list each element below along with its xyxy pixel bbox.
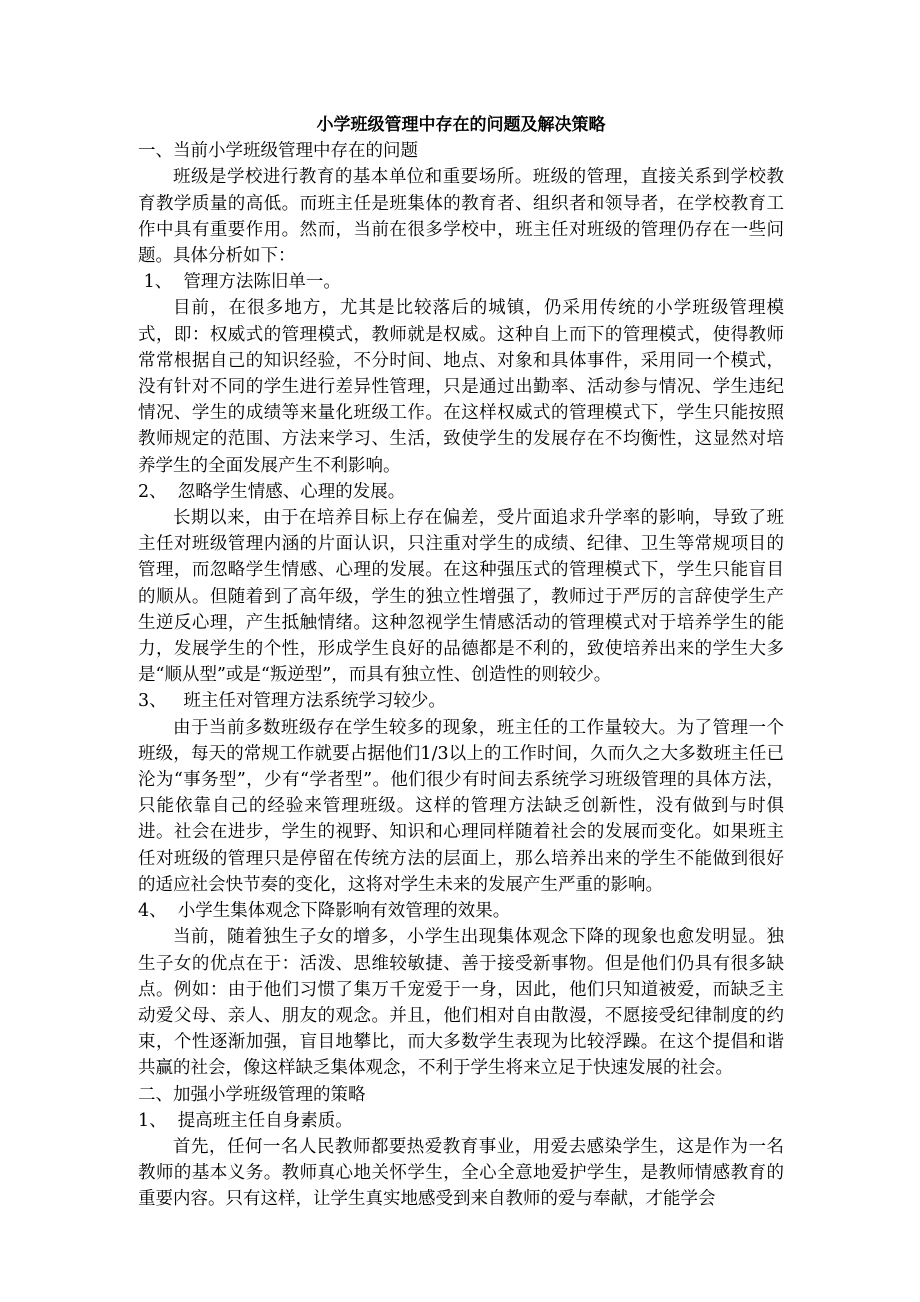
section-1-intro: 班级是学校进行教育的基本单位和重要场所。班级的管理，直接关系到学校教育教学质量的高低。而班主任是班集体的教育者、组织者和领导者，在学校教育工作中具有重要作用。然而，当前在很多学校中，班主任对班级的管理仍存在一些问题。具体分析如下：	[138, 167, 784, 267]
item-4-body: 当前，随着独生子女的增多，小学生出现集体观念下降的现象也愈发明显。独生子女的优点在于：活泼、思维较敏捷、善于接受新事物。但是他们仍具有很多缺点。例如：由于他们习惯了集万千宠爱于一身，因此，他们只知道被爱，而缺乏主动爱父母、亲人、朋友的观念。并且，他们相对自由散漫，不愿接受纪律制度的约束，个性逐渐加强，盲目地攀比，而大多数学生表现为比较浮躁。在这个提倡和谐共赢的社会，像这样缺乏集体观念，不利于学生将来立足于快速发展的社会。	[138, 927, 784, 1079]
document-title: 小学班级管理中存在的问题及解决策略	[316, 115, 606, 135]
item-4-heading: 4、 小学生集体观念下降影响有效管理的效果。	[138, 901, 511, 922]
section-2-heading: 二、加强小学班级管理的策略	[138, 1084, 366, 1105]
item-3-body: 由于当前多数班级存在学生较多的现象，班主任的工作量较大。为了管理一个班级，每天的常规工作就要占据他们1/3以上的工作时间，久而久之大多数班主任已沦为“事务型”，少有“学者型”。他们很少有时间去系统学习班级管理的具体方法，只能依靠自己的经验来管理班级。这样的管理方法缺乏创新性，没有做到与时俱进。社会在进步，学生的视野、知识和心理同样随着社会的发展而变化。如果班主任对班级的管理只是停留在传统方法的层面上，那么培养出来的学生不能做到很好的适应社会快节奏的变化，这将对学生未来的发展产生严重的影响。	[138, 717, 784, 895]
section-2-item-1-heading: 1、 提高班主任自身素质。	[138, 1110, 353, 1131]
section-1-heading: 一、当前小学班级管理中存在的问题	[138, 141, 418, 162]
item-3-heading: 3、 班主任对管理方法系统学习较少。	[138, 691, 446, 712]
item-2-heading: 2、 忽略学生情感、心理的发展。	[138, 481, 406, 502]
item-2-body: 长期以来，由于在培养目标上存在偏差，受片面追求升学率的影响，导致了班主任对班级管理内涵的片面认识，只注重对学生的成绩、纪律、卫生等常规项目的管理，而忽略学生情感、心理的发展。在这种强压式的管理模式下，学生只能盲目的顺从。但随着到了高年级，学生的独立性增强了，教师过于严厉的言辞使学生产生逆反心理，产生抵触情绪。这种忽视学生情感活动的管理模式对于培养学生的能力，发展学生的个性，形成学生良好的品德都是不利的，致使培养出来的学生大多是“顺从型”或是“叛逆型”，而具有独立性、创造性的则较少。	[138, 508, 784, 686]
section-2-item-1-body: 首先，任何一名人民教师都要热爱教育事业，用爱去感染学生，这是作为一名教师的基本义务。教师真心地关怀学生，全心全意地爱护学生，是教师情感教育的重要内容。只有这样，让学生真实地感受到来自教师的爱与奉献，才能学会	[138, 1136, 784, 1210]
item-1-heading: 1、 管理方法陈旧单一。	[138, 272, 341, 293]
item-1-body: 目前，在很多地方，尤其是比较落后的城镇，仍采用传统的小学班级管理模式，即：权威式的管理模式，教师就是权威。这种自上而下的管理模式，使得教师常常根据自己的知识经验，不分时间、地点、对象和具体事件，采用同一个模式，没有针对不同的学生进行差异性管理，只是通过出勤率、活动参与情况、学生违纪情况、学生的成绩等来量化班级工作。在这样权威式的管理模式下，学生只能按照教师规定的范围、方法来学习、生活，致使学生的发展存在不均衡性，这显然对培养学生的全面发展产生不利影响。	[138, 298, 784, 476]
document-page	[138, 112, 784, 1213]
